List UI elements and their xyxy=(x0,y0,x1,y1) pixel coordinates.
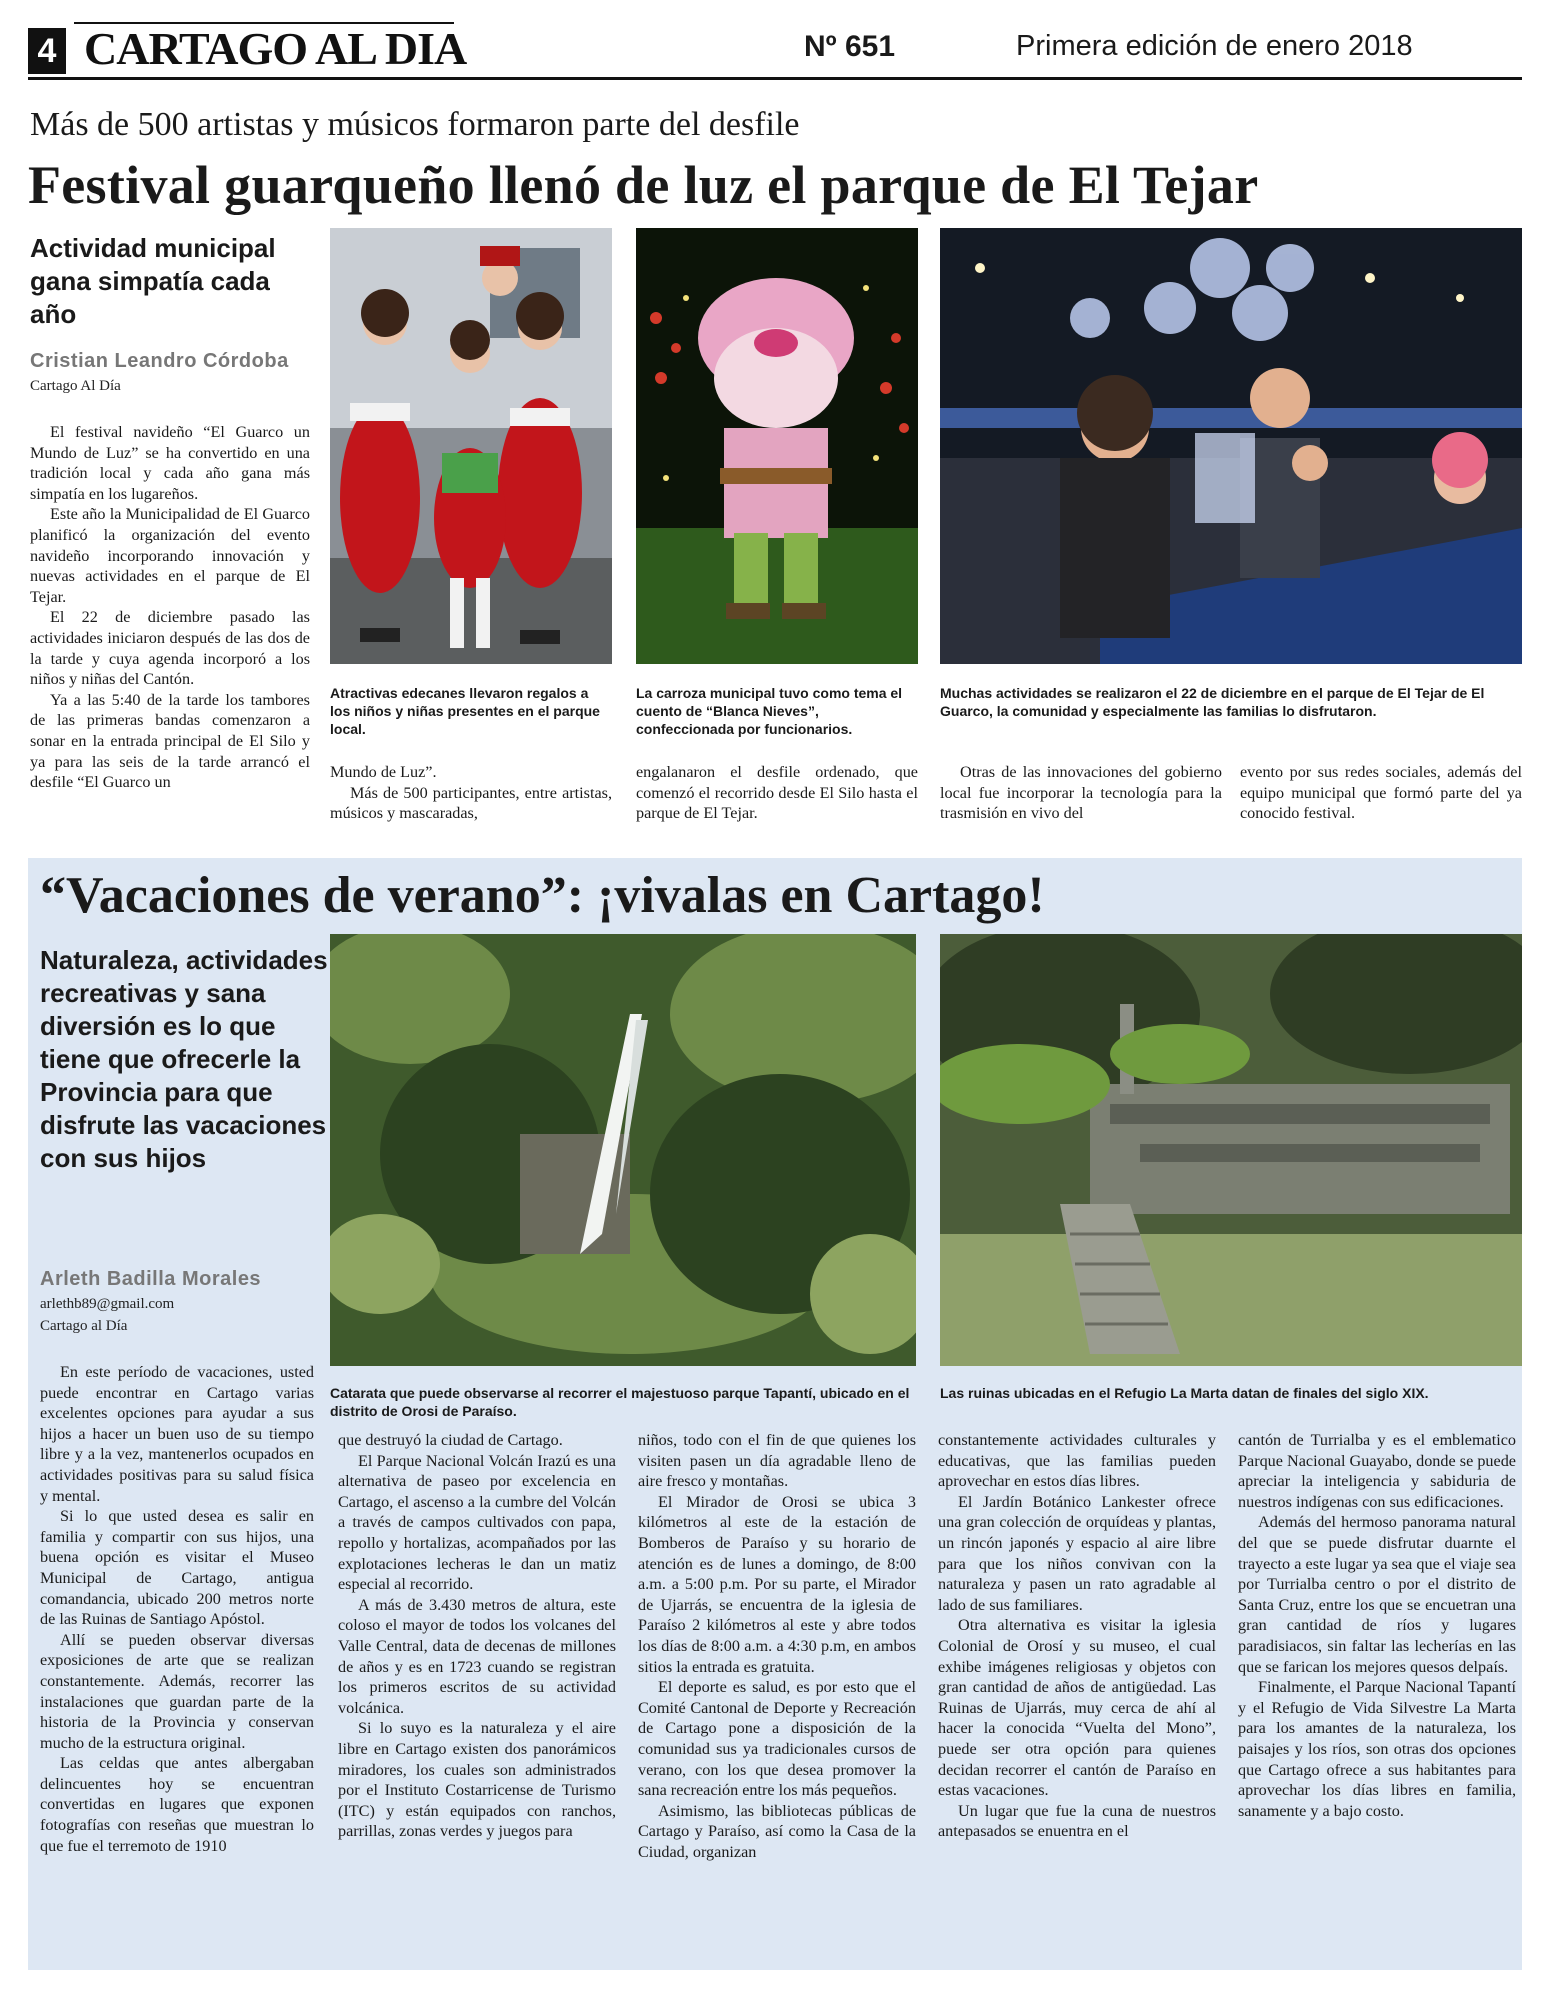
article2-col3 xyxy=(638,1430,916,1862)
article1-author: Cristian Leandro Córdoba xyxy=(30,350,289,372)
photo-familias-caption: Muchas actividades se realizaron el 22 de diciembre en el parque de El Tejar de El Guarco, la comunidad y especialmente las familias lo disfrutaron. xyxy=(940,685,1485,719)
paragraph: Un lugar que fue la cuna de nuestros antepasados se enuentra en el xyxy=(938,1801,1216,1841)
article1-col3 xyxy=(636,762,918,824)
article1-subhead: Actividad municipal gana simpatía cada año xyxy=(30,233,276,329)
photo-catarata xyxy=(330,934,916,1366)
paragraph: Ya a las 5:40 de la tarde los tambores de las primeras bandas comenzaron a sonar en la entrada principal de El Silo y ya para las seis de la tarde arrancó el desfile “El Guarco un xyxy=(30,690,310,792)
paragraph: El Jardín Botánico Lankester ofrece una gran colección de orquídeas y plantas, un rincón japonés y espacio al aire libre para que los niños convivan con la naturaleza y pasen un rato agradable al lado de sus familiares. xyxy=(938,1492,1216,1614)
photo-edecanes-caption: Atractivas edecanes llevaron regalos a los niños y niñas presentes en el parque local. xyxy=(330,685,600,737)
paragraph: A más de 3.430 metros de altura, este coloso el mayor de todos los volcanes del Valle Central, data de decenas de millones de años y es en 1723 cuando se registran los primeros escritos de su actividad volcánica. xyxy=(338,1595,616,1717)
edition-date: Primera edición de enero 2018 xyxy=(1016,30,1413,62)
paragraph: niños, todo con el fin de que quienes los visiten pasen un día agradable lleno de aire fresco y montañas. xyxy=(638,1431,916,1491)
photo-familias xyxy=(940,228,1522,664)
masthead-rule xyxy=(28,77,1522,80)
article2-email: arlethb89@gmail.com xyxy=(40,1296,175,1312)
paragraph: Otra alternativa es visitar la iglesia Colonial de Orosí y su museo, el cual exhibe imágenes religiosas y objetos con gran cantidad de años de antigüedad. Las Ruinas de Ujarrás, muy cerca de ahí al hacer la conocida “Vuelta del Mono”, puede ser otra opción para quienes decidan recorrer el cantón de Paraíso en estas vacaciones. xyxy=(938,1616,1216,1800)
paragraph: engalanaron el desfile ordenado, que comenzó el recorrido desde El Silo hasta el parque de El Tejar. xyxy=(636,763,918,823)
article1-kicker: Más de 500 artistas y músicos formaron parte del desfile xyxy=(30,106,800,143)
paragraph: evento por sus redes sociales, además del equipo municipal que formó parte del ya conocido festival. xyxy=(1240,763,1522,823)
paragraph: Otras de las innovaciones del gobierno local fue incorporar la tecnología para la trasmisión en vivo del xyxy=(940,763,1222,823)
paragraph: constantemente actividades culturales y educativas, que las familias pueden aprovechar en estos días libres. xyxy=(938,1431,1216,1491)
paragraph: Finalmente, el Parque Nacional Tapantí y el Refugio de Vida Silvestre La Marta para los amantes de la naturaleza, los paisajes y los ríos, son otras dos opciones que Cartago ofrece a sus habitantes para aprovechar los días libres en familia, sanamente y a bajo costo. xyxy=(1238,1678,1516,1820)
photo-ruinas-caption: Las ruinas ubicadas en el Refugio La Marta datan de finales del siglo XIX. xyxy=(940,1385,1429,1401)
article2-col2 xyxy=(338,1430,616,1842)
paragraph: cantón de Turrialba y es el emblematico Parque Nacional Guayabo, donde se puede apreciar la inteligencia y sabiduria de nuestros indígenas con sus edificaciones. xyxy=(1238,1431,1516,1511)
paragraph: Las celdas que antes albergaban delincuentes hoy se encuentran convertidas en lugares que exponen fotografías con reseñas que muestran lo que fue el terremoto de 1910 xyxy=(40,1754,314,1855)
paragraph: Más de 500 participantes, entre artistas, músicos y mascaradas, xyxy=(330,783,612,823)
article1-col1 xyxy=(30,422,310,793)
paragraph: Este año la Municipalidad de El Guarco planificó la organización del evento navideño incorporando innovación y nuevas actividades en el parque de El Tejar. xyxy=(30,505,310,606)
photo-edecanes xyxy=(330,228,612,664)
article2-col5 xyxy=(1238,1430,1516,1821)
article2-headline: “Vacaciones de verano”: ¡vivalas en Cartago! xyxy=(40,867,1045,924)
article1-source: Cartago Al Día xyxy=(30,378,121,394)
article1-col4 xyxy=(940,762,1222,824)
article2-col4 xyxy=(938,1430,1216,1842)
photo-ruinas xyxy=(940,934,1522,1366)
paragraph: Si lo suyo es la naturaleza y el aire libre en Cartago existen dos panorámicos miradores, los cuales son administrados por el Instituto Costarricense de Turismo (ITC) y están equipados con ranchos, parrillas, zonas verdes y juegos para xyxy=(338,1719,616,1841)
paragraph: Además del hermoso panorama natural del que se puede disfrutar duarnte el trayecto a este lugar ya sea que el viaje sea por Turrialba centro o por el distrito de Santa Cruz, entre los que se encuetran una gran cantidad de ríos y lugares paradisiacos, sin faltar las lecherías en las que se farican los mejores quesos delpaís. xyxy=(1238,1513,1516,1676)
paragraph: Mundo de Luz”. xyxy=(330,763,437,781)
paragraph: El Mirador de Orosi se ubica 3 kilómetros al este de la estación de Bomberos de Paraíso y su horario de atención es de lunes a domingo, de 8:00 a.m. a 5:00 p.m. Por su parte, el Mirador de Ujarrás, se encuentra de la iglesia de Paraíso 2 kilómetros al este y abre todos los días de 8:00 a.m. a 4:30 p.m, en ambos sitios la entrada es gratuita. xyxy=(638,1492,916,1676)
newspaper-logo: CARTAGO AL DIA xyxy=(84,23,467,74)
paragraph: El 22 de diciembre pasado las actividades iniciaron después de las dos de la tarde y cuya agenda incorporó a los niños y niñas del Cantón. xyxy=(30,608,310,689)
article1-col2 xyxy=(330,762,612,824)
page-number: 4 xyxy=(28,28,66,74)
article2-subhead: Naturaleza, actividades recreativas y sana diversión es lo que tiene que ofrecerle la Provincia para que disfrute las vacaciones con sus hijos xyxy=(40,945,328,1173)
article1-headline: Festival guarqueño llenó de luz el parque de El Tejar xyxy=(28,155,1259,215)
photo-catarata-caption: Catarata que puede observarse al recorrer el majestuoso parque Tapantí, ubicado en el distrito de Orosi de Paraíso. xyxy=(330,1385,910,1419)
issue-number: Nº 651 xyxy=(804,30,896,63)
paragraph: El festival navideño “El Guarco un Mundo de Luz” se ha convertido en una tradición local y cada año gana más simpatía en los lugareños. xyxy=(30,423,310,503)
photo-carroza-caption: La carroza municipal tuvo como tema el cuento de “Blanca Nieves”, confeccionada por funcionarios. xyxy=(636,685,903,737)
paragraph: Allí se pueden observar diversas exposiciones de arte que se realizan constantemente. Además, recorrer las instalaciones que guardan parte de la historia de la Provincia y conservan mucho de la estructura original. xyxy=(40,1630,314,1752)
article2-author: Arleth Badilla Morales xyxy=(40,1268,262,1290)
article2-col1 xyxy=(40,1362,314,1856)
paragraph: Si lo que usted desea es salir en familia y compartir con sus hijos, una buena opción es visitar el Museo Municipal de Cartago, antigua comandancia, ubicado 200 metros norte de las Ruinas de Santiago Apóstol. xyxy=(40,1507,314,1629)
paragraph: El Parque Nacional Volcán Irazú es una alternativa de paseo por excelencia en Cartago, el ascenso a la cumbre del Volcán a través de campos cultivados con papa, repollo y hortalizas, acompañados por las explotaciones lecheras le dan un matiz especial al recorrido. xyxy=(338,1451,616,1594)
paragraph: En este período de vacaciones, usted puede encontrar en Cartago varias excelentes opciones para ayudar a sus hijos a hacer un buen uso de su tiempo libre y a la vez, mantenerlos ocupados en actividades positivas para su salud física y mental. xyxy=(40,1363,314,1505)
article1-col5 xyxy=(1240,762,1522,824)
paragraph: El deporte es salud, es por esto que el Comité Cantonal de Deporte y Recreación de Cartago pone a disposición de la comunidad sus ya tradicionales cursos de verano, con los que desea promover la sana recreación entre los más pequeños. xyxy=(638,1678,916,1800)
article2-source: Cartago al Día xyxy=(40,1318,128,1334)
paragraph: Asimismo, las bibliotecas públicas de Cartago y Paraíso, así como la Casa de la Ciudad, organizan xyxy=(638,1801,916,1861)
photo-carroza xyxy=(636,228,918,664)
paragraph: que destruyó la ciudad de Cartago. xyxy=(338,1431,563,1449)
